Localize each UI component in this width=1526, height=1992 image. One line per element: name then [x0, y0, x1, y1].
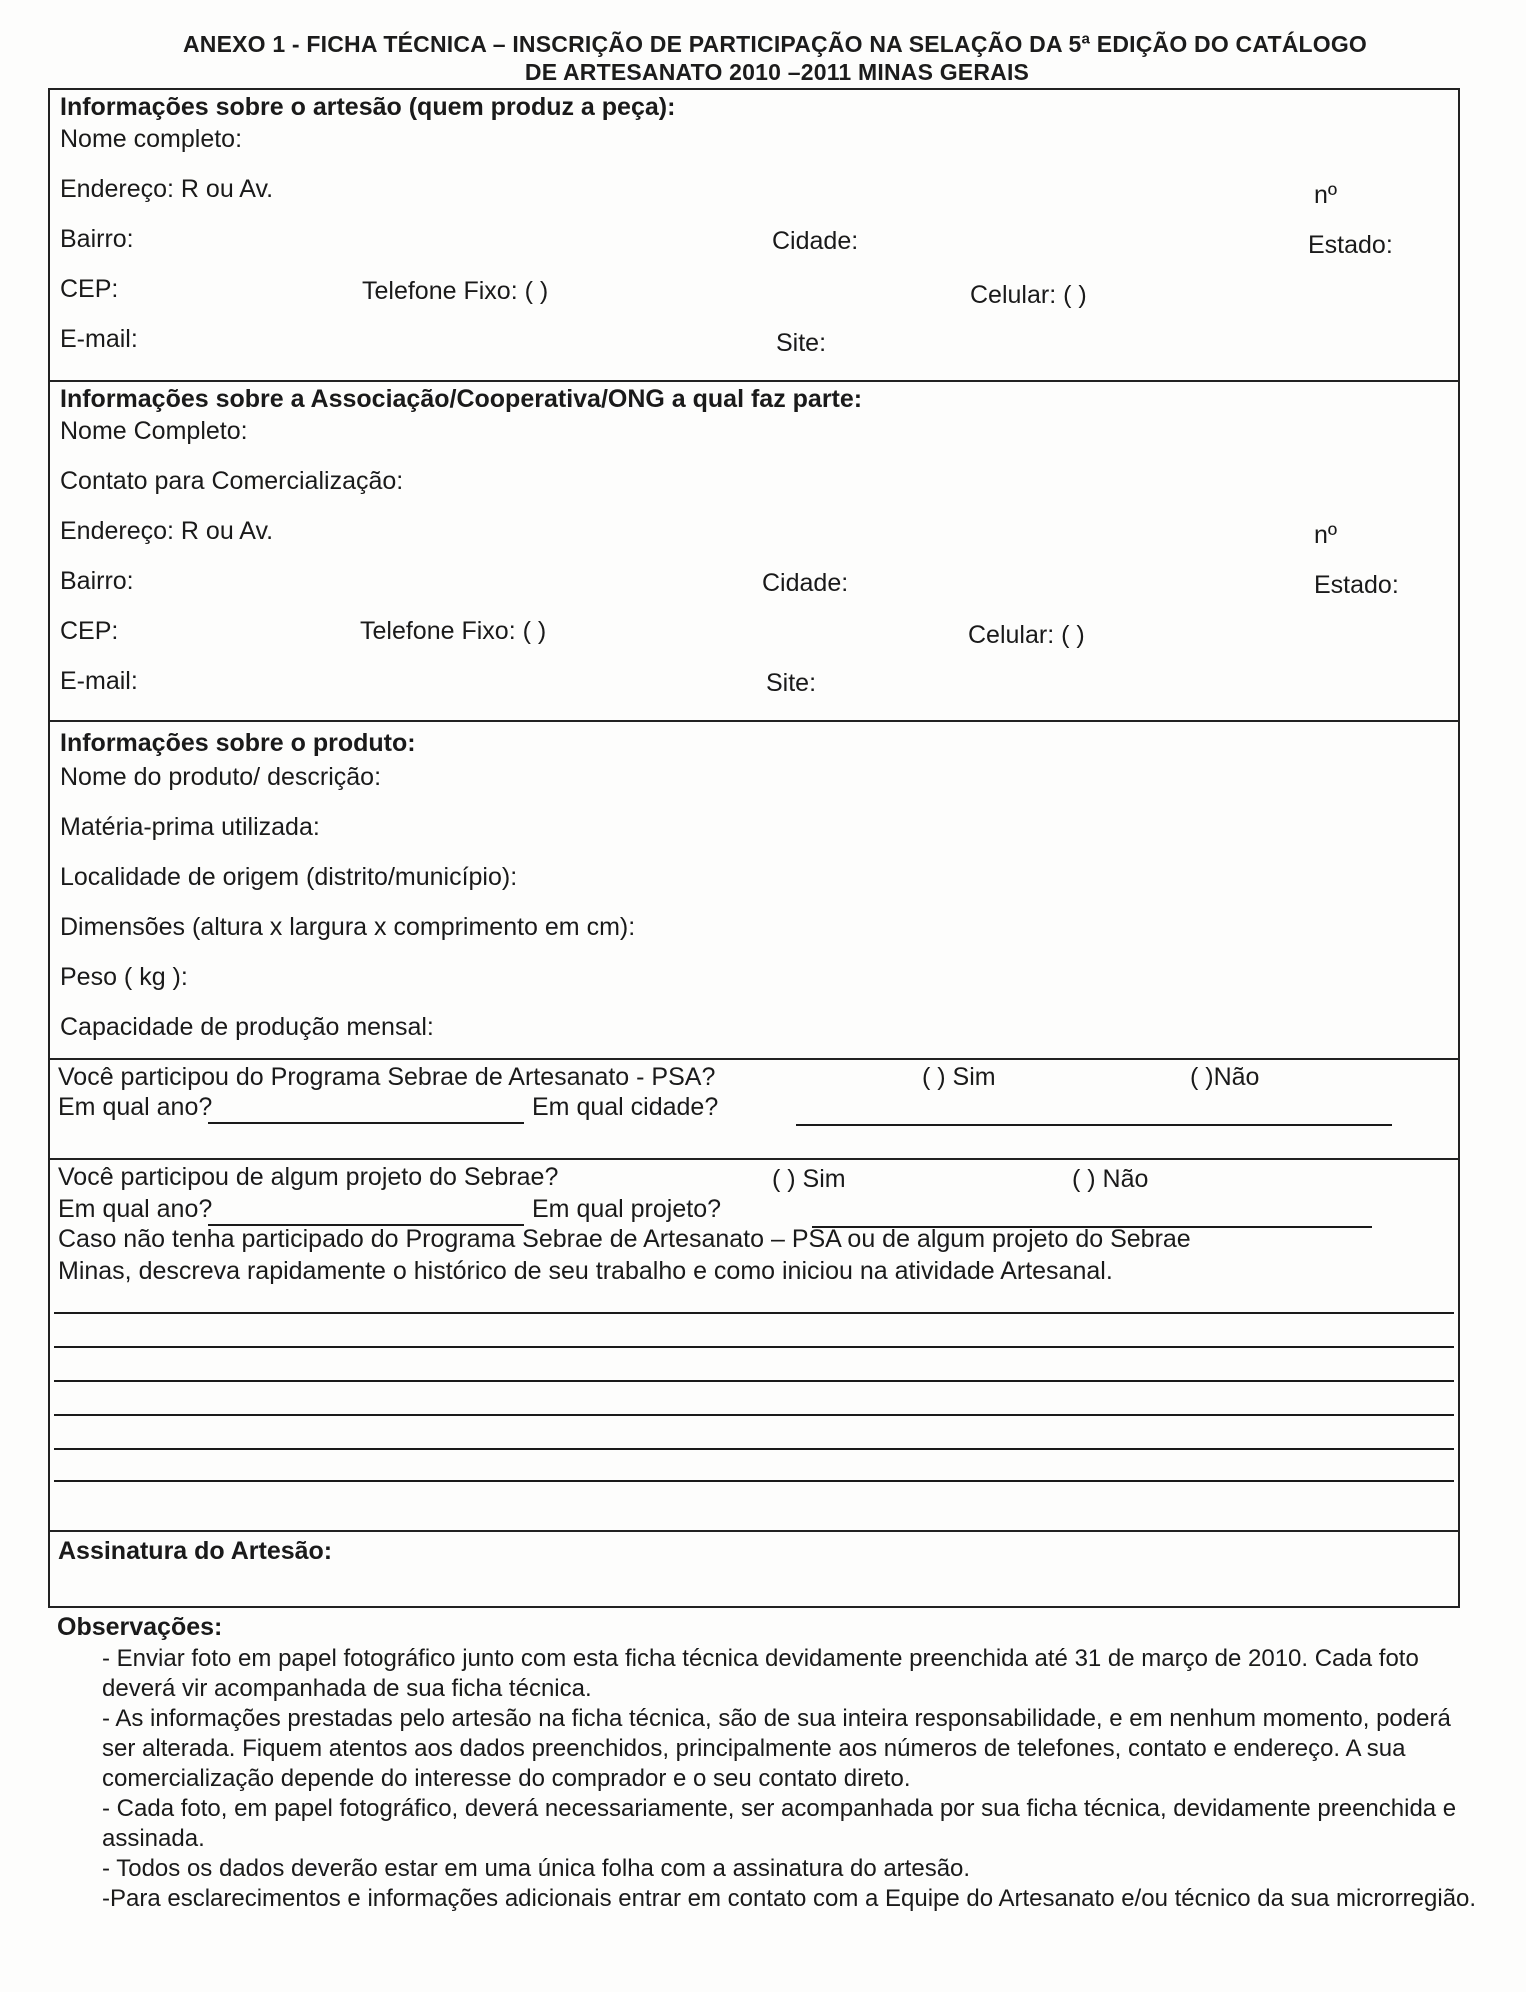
field-label-materia-prima[interactable]: Matéria-prima utilizada: [60, 813, 320, 841]
field-label-peso[interactable]: Peso ( kg ): [60, 963, 188, 991]
field-label-localidade[interactable]: Localidade de origem (distrito/município): [60, 863, 518, 891]
observacao-item: -Para esclarecimentos e informações adicionais entrar em contato com a Equipe do Artesanato e/ou técnico da sua microrregião. [102, 1885, 1477, 1912]
registration-form [48, 88, 1460, 1608]
historico-writing-line-2[interactable] [54, 1346, 1454, 1348]
field-label-celular[interactable]: Celular: ( ) [970, 281, 1087, 309]
field-label-email[interactable]: E-mail: [60, 325, 138, 353]
observacao-item: - Enviar foto em papel fotográfico junto com esta ficha técnica devidamente preenchida até 31 de março de 2010. Cada foto deverá vir acompanhada de sua ficha técnica. [102, 1645, 1419, 1702]
assinatura-label[interactable]: Assinatura do Artesão: [58, 1537, 333, 1565]
field-label-contato[interactable]: Contato para Comercialização: [60, 467, 404, 495]
observacao-item: - Cada foto, em papel fotográfico, deverá necessariamente, ser acompanhada por sua ficha técnica, devidamente preenchida e assinada. [102, 1795, 1457, 1852]
psa-nao-checkbox[interactable]: ( )Não [1190, 1063, 1260, 1091]
projeto-instrucao-line-1: Caso não tenha participado do Programa Sebrae de Artesanato – PSA ou de algum projeto do Sebrae [58, 1225, 1191, 1253]
historico-writing-line-3[interactable] [54, 1380, 1454, 1382]
projeto-question: Você participou de algum projeto do Sebrae? [58, 1163, 559, 1191]
section-artesao [50, 90, 1458, 382]
field-label-estado[interactable]: Estado: [1308, 231, 1393, 259]
field-label-nome-completo[interactable]: Nome completo: [60, 125, 243, 153]
historico-writing-line-6[interactable] [54, 1480, 1454, 1482]
section-projeto [50, 1160, 1458, 1532]
observacoes-title: Observações: [57, 1613, 223, 1641]
psa-sim-checkbox[interactable]: ( ) Sim [922, 1063, 996, 1091]
field-label-numero[interactable]: nº [1314, 521, 1338, 549]
field-label-endereco[interactable]: Endereço: R ou Av. [60, 175, 274, 203]
psa-ano-label: Em qual ano? [58, 1093, 213, 1121]
field-label-bairro[interactable]: Bairro: [60, 225, 134, 253]
field-label-cep[interactable]: CEP: [60, 275, 119, 303]
psa-ano-input[interactable] [208, 1122, 524, 1124]
field-label-bairro[interactable]: Bairro: [60, 567, 134, 595]
field-label-capacidade[interactable]: Capacidade de produção mensal: [60, 1013, 434, 1041]
field-label-telefone-fixo[interactable]: Telefone Fixo: ( ) [362, 277, 549, 305]
field-label-cidade[interactable]: Cidade: [772, 227, 859, 255]
observacao-item: - As informações prestadas pelo artesão na ficha técnica, são de sua inteira responsabilidade, e em nenhum momento, poderá ser alterada. Fiquem atentos aos dados preenchidos, principalmente aos números de telefones, contato e endereço. A sua comercialização depende do interesse do comprador e o seu contato direto. [102, 1705, 1451, 1792]
section-associacao [50, 382, 1458, 722]
projeto-ano-label: Em qual ano? [58, 1195, 213, 1223]
field-label-numero[interactable]: nº [1314, 181, 1338, 209]
field-label-nome-completo[interactable]: Nome Completo: [60, 417, 248, 445]
field-label-celular[interactable]: Celular: ( ) [968, 621, 1085, 649]
field-label-cep[interactable]: CEP: [60, 617, 119, 645]
psa-cidade-input[interactable] [796, 1124, 1392, 1126]
projeto-instrucao-line-2: Minas, descreva rapidamente o histórico de seu trabalho e como iniciou na atividade Artesanal. [58, 1257, 1113, 1285]
document-title-line-2: DE ARTESANATO 2010 –2011 MINAS GERAIS [524, 59, 1030, 85]
field-label-cidade[interactable]: Cidade: [762, 569, 849, 597]
section-heading-artesao: Informações sobre o artesão (quem produz a peça): [60, 93, 676, 121]
psa-question: Você participou do Programa Sebrae de Artesanato - PSA? [58, 1063, 716, 1091]
field-label-site[interactable]: Site: [776, 329, 827, 357]
field-label-email[interactable]: E-mail: [60, 667, 138, 695]
section-assinatura [50, 1532, 1458, 1606]
historico-writing-line-4[interactable] [54, 1414, 1454, 1416]
document-title-line-1: ANEXO 1 - FICHA TÉCNICA – INSCRIÇÃO DE PARTICIPAÇÃO NA SELAÇÃO DA 5ª EDIÇÃO DO CATÁLOGO [182, 31, 1368, 57]
field-label-dimensoes[interactable]: Dimensões (altura x largura x comprimento em cm): [60, 913, 636, 941]
historico-writing-line-5[interactable] [54, 1448, 1454, 1450]
section-heading-produto: Informações sobre o produto: [60, 729, 416, 757]
projeto-projeto-label: Em qual projeto? [532, 1195, 722, 1223]
observacoes-list [102, 1644, 1482, 1914]
section-produto [50, 722, 1458, 1060]
psa-cidade-label: Em qual cidade? [532, 1093, 719, 1121]
field-label-endereco[interactable]: Endereço: R ou Av. [60, 517, 274, 545]
section-psa [50, 1060, 1458, 1160]
field-label-telefone-fixo[interactable]: Telefone Fixo: ( ) [360, 617, 547, 645]
projeto-nao-checkbox[interactable]: ( ) Não [1072, 1165, 1149, 1193]
section-heading-associacao: Informações sobre a Associação/Cooperativa/ONG a qual faz parte: [60, 385, 863, 413]
field-label-estado[interactable]: Estado: [1314, 571, 1399, 599]
projeto-sim-checkbox[interactable]: ( ) Sim [772, 1165, 846, 1193]
historico-writing-line-1[interactable] [54, 1312, 1454, 1314]
field-label-nome-produto[interactable]: Nome do produto/ descrição: [60, 763, 382, 791]
field-label-site[interactable]: Site: [766, 669, 817, 697]
observacao-item: - Todos os dados deverão estar em uma única folha com a assinatura do artesão. [102, 1855, 971, 1882]
